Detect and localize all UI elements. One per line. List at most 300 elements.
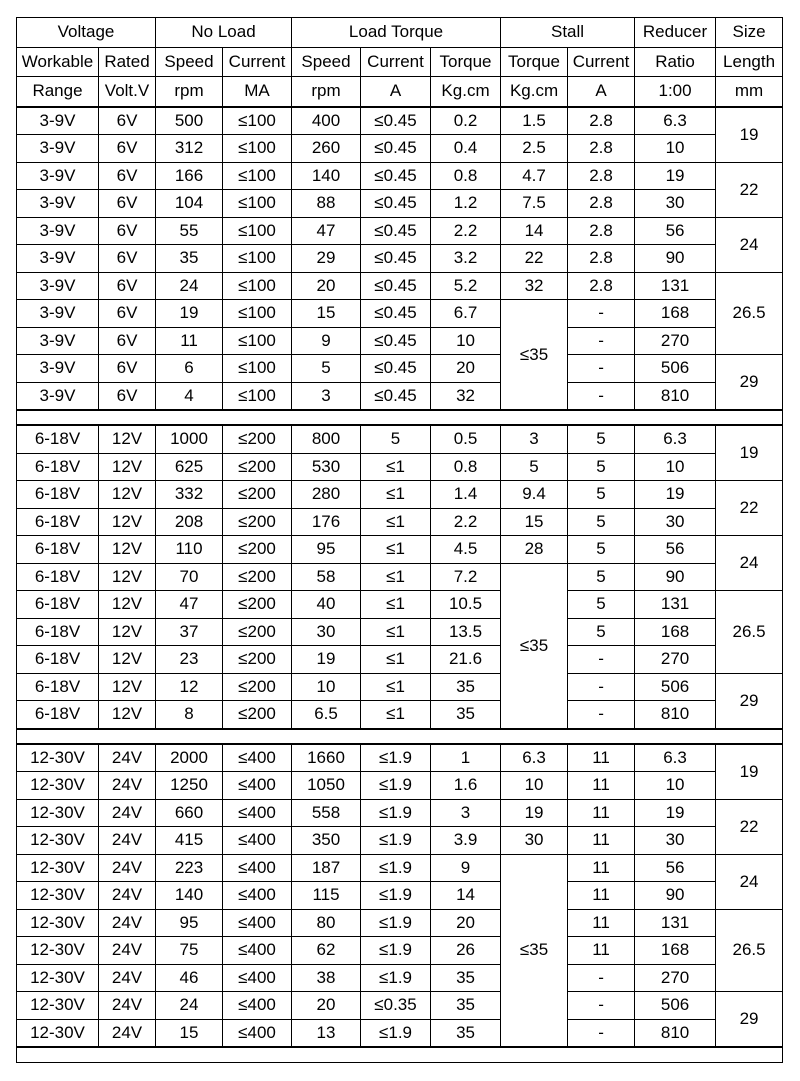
table-cell: 3 <box>292 382 361 410</box>
table-cell: 2000 <box>156 744 223 772</box>
table-cell: 11 <box>156 327 223 355</box>
table-cell: 12-30V <box>17 1019 99 1047</box>
table-cell: 12V <box>99 646 156 674</box>
table-cell: 131 <box>635 591 716 619</box>
table-cell: ≤400 <box>223 772 292 800</box>
table-row <box>17 937 783 965</box>
table-cell: 30 <box>501 827 568 855</box>
table-cell: 11 <box>568 882 635 910</box>
table-cell: ≤100 <box>223 382 292 410</box>
table-cell: 1660 <box>292 744 361 772</box>
table-cell: 12V <box>99 701 156 729</box>
table-cell: 6V <box>99 382 156 410</box>
table-cell: 0.5 <box>431 425 501 453</box>
header-cell: Current <box>568 47 635 77</box>
table-cell: ≤200 <box>223 508 292 536</box>
table-cell: ≤200 <box>223 618 292 646</box>
header-row-groups <box>17 18 783 48</box>
table-cell: 24V <box>99 854 156 882</box>
table-cell: 3-9V <box>17 355 99 383</box>
table-cell: ≤35 <box>501 300 568 411</box>
header-cell: Length <box>716 47 783 77</box>
table-cell: 35 <box>156 245 223 273</box>
table-cell: ≤200 <box>223 563 292 591</box>
table-cell: 2.2 <box>431 508 501 536</box>
table-cell: ≤1.9 <box>361 854 431 882</box>
header-unit-cell: Kg.cm <box>431 77 501 107</box>
table-cell: 2.8 <box>568 190 635 218</box>
table-cell: 24V <box>99 909 156 937</box>
table-row <box>17 425 783 453</box>
table-cell: 3 <box>431 799 501 827</box>
table-cell: 166 <box>156 162 223 190</box>
table-cell: 10 <box>292 673 361 701</box>
table-cell: 5 <box>568 508 635 536</box>
table-cell: 38 <box>292 964 361 992</box>
table-cell: 2.2 <box>431 217 501 245</box>
table-row <box>17 536 783 564</box>
table-cell: 35 <box>431 964 501 992</box>
table-row <box>17 673 783 701</box>
table-cell: 9 <box>292 327 361 355</box>
table-cell: 5 <box>568 453 635 481</box>
table-cell: - <box>568 701 635 729</box>
header-voltage: Voltage <box>17 18 156 48</box>
table-cell: 6-18V <box>17 618 99 646</box>
table-cell: 6.3 <box>501 744 568 772</box>
table-cell: 24 <box>156 272 223 300</box>
table-cell: ≤35 <box>501 854 568 1047</box>
table-row <box>17 618 783 646</box>
table-cell: 1.2 <box>431 190 501 218</box>
table-cell: 3-9V <box>17 107 99 135</box>
size-length-cell: 26.5 <box>716 272 783 355</box>
table-cell: 6-18V <box>17 481 99 509</box>
header-unit-cell: A <box>568 77 635 107</box>
table-cell: ≤200 <box>223 425 292 453</box>
table-cell: ≤400 <box>223 937 292 965</box>
table-cell: ≤100 <box>223 327 292 355</box>
table-cell: ≤100 <box>223 272 292 300</box>
table-cell: ≤100 <box>223 190 292 218</box>
table-cell: ≤100 <box>223 245 292 273</box>
size-length-cell: 29 <box>716 355 783 411</box>
table-cell: 2.8 <box>568 107 635 135</box>
table-cell: 3-9V <box>17 382 99 410</box>
header-load-torque: Load Torque <box>292 18 501 48</box>
table-row <box>17 882 783 910</box>
table-cell: 131 <box>635 909 716 937</box>
size-length-cell: 26.5 <box>716 591 783 674</box>
table-cell: 6V <box>99 190 156 218</box>
table-cell: 19 <box>156 300 223 328</box>
table-cell: 0.4 <box>431 135 501 163</box>
header-cell: Current <box>223 47 292 77</box>
table-cell: 4.7 <box>501 162 568 190</box>
table-cell: ≤1.9 <box>361 744 431 772</box>
table-cell: 12-30V <box>17 882 99 910</box>
table-cell: ≤400 <box>223 992 292 1020</box>
table-cell: 35 <box>431 673 501 701</box>
table-cell: ≤200 <box>223 701 292 729</box>
table-cell: ≤200 <box>223 536 292 564</box>
table-cell: 2.8 <box>568 217 635 245</box>
table-cell: 3-9V <box>17 327 99 355</box>
table-cell: 12-30V <box>17 854 99 882</box>
table-cell: 0.8 <box>431 162 501 190</box>
table-cell: 24V <box>99 882 156 910</box>
table-cell: 32 <box>501 272 568 300</box>
header-reducer: Reducer <box>635 18 716 48</box>
table-cell: 312 <box>156 135 223 163</box>
table-cell: - <box>568 646 635 674</box>
table-cell: ≤0.45 <box>361 272 431 300</box>
section-separator <box>17 410 783 425</box>
table-cell: ≤400 <box>223 909 292 937</box>
table-cell: ≤400 <box>223 882 292 910</box>
table-cell: 530 <box>292 453 361 481</box>
table-cell: 115 <box>292 882 361 910</box>
table-cell: 187 <box>292 854 361 882</box>
table-cell: ≤1 <box>361 453 431 481</box>
table-cell: 400 <box>292 107 361 135</box>
table-row <box>17 162 783 190</box>
header-unit-cell: Kg.cm <box>501 77 568 107</box>
header-unit-cell: rpm <box>292 77 361 107</box>
table-cell: 1.4 <box>431 481 501 509</box>
table-cell: 11 <box>568 937 635 965</box>
size-length-cell: 24 <box>716 854 783 909</box>
table-cell: 11 <box>568 744 635 772</box>
table-cell: 24V <box>99 1019 156 1047</box>
table-cell: 3-9V <box>17 300 99 328</box>
table-cell: ≤400 <box>223 854 292 882</box>
table-cell: 5 <box>568 481 635 509</box>
table-cell: 176 <box>292 508 361 536</box>
table-cell: 5 <box>292 355 361 383</box>
table-cell: 11 <box>568 827 635 855</box>
table-cell: 90 <box>635 563 716 591</box>
table-cell: 1 <box>431 744 501 772</box>
table-cell: 24V <box>99 964 156 992</box>
table-cell: 10 <box>635 772 716 800</box>
table-cell: 35 <box>431 1019 501 1047</box>
size-length-cell: 22 <box>716 481 783 536</box>
table-cell: 12V <box>99 591 156 619</box>
table-row <box>17 355 783 383</box>
table-cell: - <box>568 327 635 355</box>
table-cell: ≤100 <box>223 355 292 383</box>
header-cell: Ratio <box>635 47 716 77</box>
table-row <box>17 827 783 855</box>
table-cell: 208 <box>156 508 223 536</box>
table-row <box>17 453 783 481</box>
table-row <box>17 799 783 827</box>
table-cell: ≤100 <box>223 162 292 190</box>
table-cell: 6-18V <box>17 591 99 619</box>
table-cell: 62 <box>292 937 361 965</box>
table-cell: 6-18V <box>17 701 99 729</box>
table-cell: 12V <box>99 481 156 509</box>
table-cell: 810 <box>635 382 716 410</box>
table-cell: 32 <box>431 382 501 410</box>
header-unit-cell: MA <box>223 77 292 107</box>
table-cell: 12V <box>99 536 156 564</box>
separator-cell <box>17 1047 783 1063</box>
table-cell: 7.5 <box>501 190 568 218</box>
table-cell: 6-18V <box>17 673 99 701</box>
table-cell: 19 <box>501 799 568 827</box>
table-cell: 14 <box>501 217 568 245</box>
size-length-cell: 29 <box>716 673 783 729</box>
table-cell: ≤0.45 <box>361 135 431 163</box>
table-cell: 11 <box>568 854 635 882</box>
table-cell: 1000 <box>156 425 223 453</box>
table-cell: 6-18V <box>17 425 99 453</box>
table-cell: 6.3 <box>635 425 716 453</box>
table-row <box>17 701 783 729</box>
table-cell: 40 <box>292 591 361 619</box>
table-cell: 270 <box>635 646 716 674</box>
table-cell: 506 <box>635 992 716 1020</box>
table-cell: 8 <box>156 701 223 729</box>
table-cell: ≤1.9 <box>361 799 431 827</box>
table-cell: ≤1 <box>361 701 431 729</box>
table-row <box>17 909 783 937</box>
size-length-cell: 22 <box>716 162 783 217</box>
table-cell: 3.9 <box>431 827 501 855</box>
header-unit-cell: mm <box>716 77 783 107</box>
table-cell: 223 <box>156 854 223 882</box>
table-cell: ≤1 <box>361 591 431 619</box>
header-row-units <box>17 77 783 107</box>
table-cell: 10 <box>431 327 501 355</box>
table-row <box>17 217 783 245</box>
table-cell: 7.2 <box>431 563 501 591</box>
table-cell: 30 <box>635 827 716 855</box>
table-cell: 15 <box>501 508 568 536</box>
table-cell: 95 <box>292 536 361 564</box>
table-cell: 3-9V <box>17 217 99 245</box>
table-cell: 26 <box>431 937 501 965</box>
table-cell: 12-30V <box>17 992 99 1020</box>
table-cell: ≤1.9 <box>361 772 431 800</box>
table-row <box>17 772 783 800</box>
table-cell: 6 <box>156 355 223 383</box>
table-cell: 12V <box>99 453 156 481</box>
table-cell: 6V <box>99 162 156 190</box>
table-cell: 12V <box>99 673 156 701</box>
header-unit-cell: Range <box>17 77 99 107</box>
table-row <box>17 992 783 1020</box>
table-cell: - <box>568 355 635 383</box>
table-cell: ≤400 <box>223 1019 292 1047</box>
table-cell: 6V <box>99 217 156 245</box>
size-length-cell: 19 <box>716 744 783 800</box>
size-length-cell: 24 <box>716 217 783 272</box>
table-cell: ≤1.9 <box>361 937 431 965</box>
table-cell: 12-30V <box>17 799 99 827</box>
table-cell: 15 <box>292 300 361 328</box>
table-cell: 5 <box>501 453 568 481</box>
header-unit-cell: 1:00 <box>635 77 716 107</box>
table-cell: 810 <box>635 1019 716 1047</box>
table-cell: ≤1.9 <box>361 1019 431 1047</box>
table-cell: 506 <box>635 673 716 701</box>
table-cell: 415 <box>156 827 223 855</box>
table-cell: 660 <box>156 799 223 827</box>
table-cell: 3-9V <box>17 245 99 273</box>
table-cell: 1.5 <box>501 107 568 135</box>
header-cell: Workable <box>17 47 99 77</box>
table-cell: 15 <box>156 1019 223 1047</box>
header-cell: Rated <box>99 47 156 77</box>
table-cell: 1050 <box>292 772 361 800</box>
table-cell: ≤1 <box>361 618 431 646</box>
table-cell: - <box>568 382 635 410</box>
table-cell: ≤1 <box>361 481 431 509</box>
table-cell: 10 <box>635 135 716 163</box>
table-cell: 24V <box>99 992 156 1020</box>
size-length-cell: 24 <box>716 536 783 591</box>
table-cell: 37 <box>156 618 223 646</box>
table-cell: 30 <box>635 508 716 536</box>
table-cell: 13.5 <box>431 618 501 646</box>
table-cell: 12V <box>99 563 156 591</box>
table-cell: 19 <box>635 162 716 190</box>
table-cell: ≤0.45 <box>361 300 431 328</box>
table-cell: 10 <box>635 453 716 481</box>
table-row <box>17 481 783 509</box>
table-cell: 3-9V <box>17 272 99 300</box>
table-cell: 20 <box>292 992 361 1020</box>
table-cell: 810 <box>635 701 716 729</box>
table-row <box>17 327 783 355</box>
header-cell: Torque <box>431 47 501 77</box>
table-cell: 35 <box>431 992 501 1020</box>
table-cell: 5 <box>568 591 635 619</box>
table-cell: ≤200 <box>223 673 292 701</box>
table-cell: 6.3 <box>635 107 716 135</box>
table-row <box>17 382 783 410</box>
table-cell: 6V <box>99 245 156 273</box>
header-unit-cell: A <box>361 77 431 107</box>
table-cell: 95 <box>156 909 223 937</box>
table-cell: ≤100 <box>223 217 292 245</box>
table-cell: 12-30V <box>17 827 99 855</box>
motor-spec-table <box>16 17 783 1063</box>
table-cell: 12-30V <box>17 937 99 965</box>
table-cell: ≤1 <box>361 673 431 701</box>
table-cell: 6-18V <box>17 536 99 564</box>
table-cell: 110 <box>156 536 223 564</box>
table-cell: 1.6 <box>431 772 501 800</box>
header-size: Size <box>716 18 783 48</box>
table-cell: 3-9V <box>17 190 99 218</box>
table-cell: 55 <box>156 217 223 245</box>
table-cell: 280 <box>292 481 361 509</box>
table-cell: 350 <box>292 827 361 855</box>
table-cell: 131 <box>635 272 716 300</box>
table-cell: 6V <box>99 355 156 383</box>
table-cell: 12-30V <box>17 744 99 772</box>
table-cell: 19 <box>635 799 716 827</box>
table-cell: 4.5 <box>431 536 501 564</box>
header-cell: Torque <box>501 47 568 77</box>
table-cell: 3 <box>501 425 568 453</box>
table-cell: 30 <box>292 618 361 646</box>
table-cell: 6V <box>99 107 156 135</box>
table-body <box>17 107 783 1063</box>
table-cell: ≤1 <box>361 646 431 674</box>
header-row-names <box>17 47 783 77</box>
table-cell: 22 <box>501 245 568 273</box>
table-cell: 0.8 <box>431 453 501 481</box>
table-cell: 12-30V <box>17 772 99 800</box>
table-cell: 332 <box>156 481 223 509</box>
table-cell: 24V <box>99 827 156 855</box>
table-row <box>17 245 783 273</box>
table-cell: ≤200 <box>223 453 292 481</box>
table-cell: ≤100 <box>223 300 292 328</box>
table-cell: - <box>568 673 635 701</box>
table-cell: ≤0.35 <box>361 992 431 1020</box>
separator-cell <box>17 410 783 425</box>
table-cell: ≤400 <box>223 964 292 992</box>
table-cell: 12-30V <box>17 909 99 937</box>
table-cell: 14 <box>431 882 501 910</box>
table-cell: - <box>568 964 635 992</box>
table-cell: ≤1.9 <box>361 909 431 937</box>
header-no-load: No Load <box>156 18 292 48</box>
table-cell: ≤0.45 <box>361 162 431 190</box>
table-cell: 6V <box>99 135 156 163</box>
table-cell: 75 <box>156 937 223 965</box>
table-cell: 47 <box>156 591 223 619</box>
table-cell: ≤1.9 <box>361 964 431 992</box>
table-cell: 88 <box>292 190 361 218</box>
separator-cell <box>17 729 783 744</box>
table-cell: 29 <box>292 245 361 273</box>
table-cell: 24 <box>156 992 223 1020</box>
table-cell: ≤35 <box>501 563 568 729</box>
table-cell: ≤0.45 <box>361 355 431 383</box>
table-cell: 24V <box>99 772 156 800</box>
table-cell: 6V <box>99 327 156 355</box>
table-end-row <box>17 1047 783 1063</box>
table-cell: 12-30V <box>17 964 99 992</box>
table-cell: ≤100 <box>223 135 292 163</box>
table-cell: ≤1 <box>361 508 431 536</box>
table-cell: 270 <box>635 327 716 355</box>
table-row <box>17 646 783 674</box>
table-cell: 10 <box>501 772 568 800</box>
table-cell: 20 <box>431 909 501 937</box>
table-cell: 168 <box>635 300 716 328</box>
header-unit-cell: rpm <box>156 77 223 107</box>
table-cell: ≤200 <box>223 481 292 509</box>
table-cell: 9.4 <box>501 481 568 509</box>
size-length-cell: 26.5 <box>716 909 783 992</box>
table-cell: 35 <box>431 701 501 729</box>
table-cell: 10.5 <box>431 591 501 619</box>
header-cell: Speed <box>156 47 223 77</box>
table-cell: ≤400 <box>223 799 292 827</box>
table-row <box>17 591 783 619</box>
table-cell: 11 <box>568 909 635 937</box>
table-cell: 12V <box>99 508 156 536</box>
table-cell: 46 <box>156 964 223 992</box>
